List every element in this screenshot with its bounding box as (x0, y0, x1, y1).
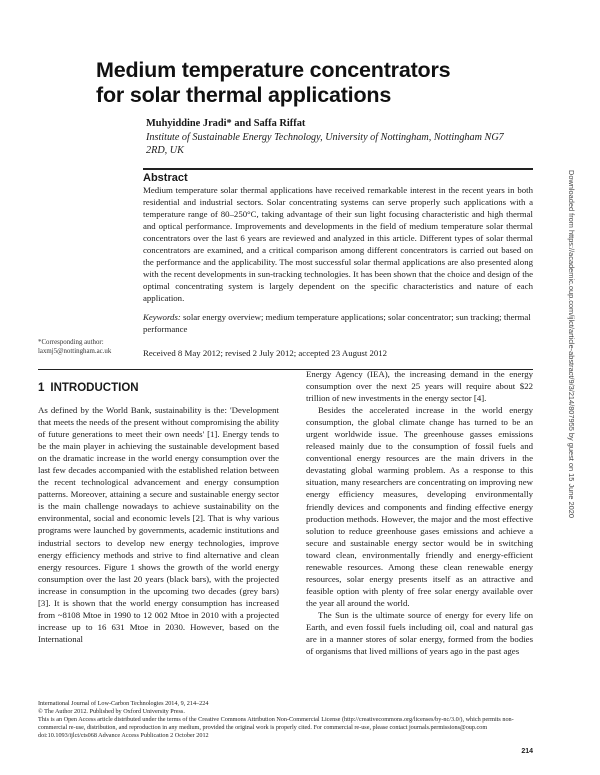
body-column-left (38, 404, 279, 645)
paragraph: The Sun is the ultimate source of energy for every life on Earth, and even fossil fuels including oil, coal and natural gas are in a manner stores of solar energy, formed from the bodies of organisms that lived millions of years ago in the past ages (306, 609, 533, 657)
corresponding-author-label: *Corresponding author: (38, 339, 104, 346)
page-footer (38, 700, 533, 755)
abstract-heading: Abstract (143, 168, 533, 184)
download-watermark: Downloaded from https://academic.oup.com/ijlct/article-abstract/9/3/214/807955 by guest on 15 June 2020 (567, 170, 576, 518)
keywords-text: solar energy overview; medium temperature applications; solar concentrator; sun tracking; thermal performance (143, 312, 531, 335)
paragraph: As defined by the World Bank, sustainability is the: 'Development that meets the needs of the present without compromising the ability of future generations to meet their own needs' [1]. Energy tends to be the main player in achieving the sustainable development based on the dramatic increase in the world energy consumption over the last few decades accompanied with the established relation between the recent technological advancement and energy consumption patterns. Moreover, attaining a secure and sustainable energy sector is the main challenge nowadays to achieve sustainability on the environmental, social and economic levels [2]. That is why various programs were launched by governments, academic institutions and industrial sectors to develop new energy technologies, improve energy efficiency methods and strive to find alternative and clean energy resources. Figure 1 shows the growth of the world energy consumption over the last 20 years (black bars), with the projected increase in consumption in the upcoming two decades (grey bars) [3]. It is shown that the world energy consumption has increased from ~8108 Mtoe in 1990 to 12 002 Mtoe in 2010 with a projected increase up to 16 631 Mtoe in 2030. However, based on the International (38, 405, 279, 644)
footer-copyright: © The Author 2012. Published by Oxford University Press. (38, 708, 185, 716)
article-title-line-2: for solar thermal applications (96, 83, 392, 107)
section-number: 1 (38, 382, 45, 394)
authors: Muhyiddine Jradi* and Saffa Riffat (146, 118, 306, 129)
corresponding-author (38, 338, 138, 356)
corresponding-author-email[interactable]: laxmj5@nottingham.ac.uk (38, 348, 112, 355)
keywords-label: Keywords: (143, 312, 181, 322)
keywords (143, 311, 533, 335)
body-column-right (306, 368, 533, 657)
article-title (96, 58, 516, 108)
section-heading (38, 382, 145, 394)
page-number: 214 (521, 748, 533, 755)
section-title: INTRODUCTION (50, 382, 139, 394)
paragraph: Besides the accelerated increase in the world energy consumption, the global climate change has turned to be an urgent worldwide issue. The greenhouse gasses emissions released mainly due to the consumption of fossil fuels and conventional energy resources are the main drivers in the devastating global warming problem. As a response to this situation, many researchers are concentrating on improving new energy efficiency measures, developing environmentally friendly devices and components and finding effective energy production methods. However, the major and the most effective solution to reduce greenhouse gases emissions and achieve a secure and sustainable energy sector would be in switching toward clean, environmentally friendly and energy-efficient renewable resources. Among these clean renewable energy resources, solar energy presents itself as an attractive and feasible option with plenty of free solar energy available over the year all around the world. (306, 405, 533, 608)
footer-doi: doi:10.1093/ijlct/cts068 Advance Access Publication 2 October 2012 (38, 732, 209, 740)
article-title-line-1: Medium temperature concentrators (96, 58, 451, 82)
abstract-text: Medium temperature solar thermal applications have received remarkable interest in the recent years in both residential and industrial sectors. Solar concentrating systems can serve properly such applications with a temperature range of 80–250°C, taking advantage of their sun light focusing characteristic and high thermal and optical performance. Improvements and developments in the field of medium temperature solar thermal concentrators over the last 6 years are reviewed and analyzed in this article. Different types of solar thermal concentrators are examined, and a critical comparison among different concentrators is carried out based on the performance and the applicability. The most successful solar thermal applications are also presented along with the recent developments in sun-tracking technologies. It has been shown that the choice and design of the optimal concentrating system is largely dependent on the specific characteristics and nature of each application. (143, 185, 533, 304)
affiliation: Institute of Sustainable Energy Technology, University of Nottingham, Nottingham NG7 2RD, UK (146, 132, 504, 156)
footer-journal: International Journal of Low-Carbon Technologies 2014, 9, 214–224 (38, 700, 209, 707)
paragraph: Energy Agency (IEA), the increasing demand in the energy consumption over the next 25 years will require about $22 trillion of new investments in the energy sector [4]. (306, 369, 533, 404)
received-dates: Received 8 May 2012; revised 2 July 2012; accepted 23 August 2012 (143, 348, 388, 358)
footer-license: This is an Open Access article distributed under the terms of the Creative Commons Attribution Non-Commercial License (http://creativecommons.org/licenses/by-nc/3.0/), which permits non-commercial re-use, distribution, and reproduction in any medium, provided the original work is properly cited. For commercial re-use, please contact journals.permissions@oup.com (38, 716, 514, 732)
